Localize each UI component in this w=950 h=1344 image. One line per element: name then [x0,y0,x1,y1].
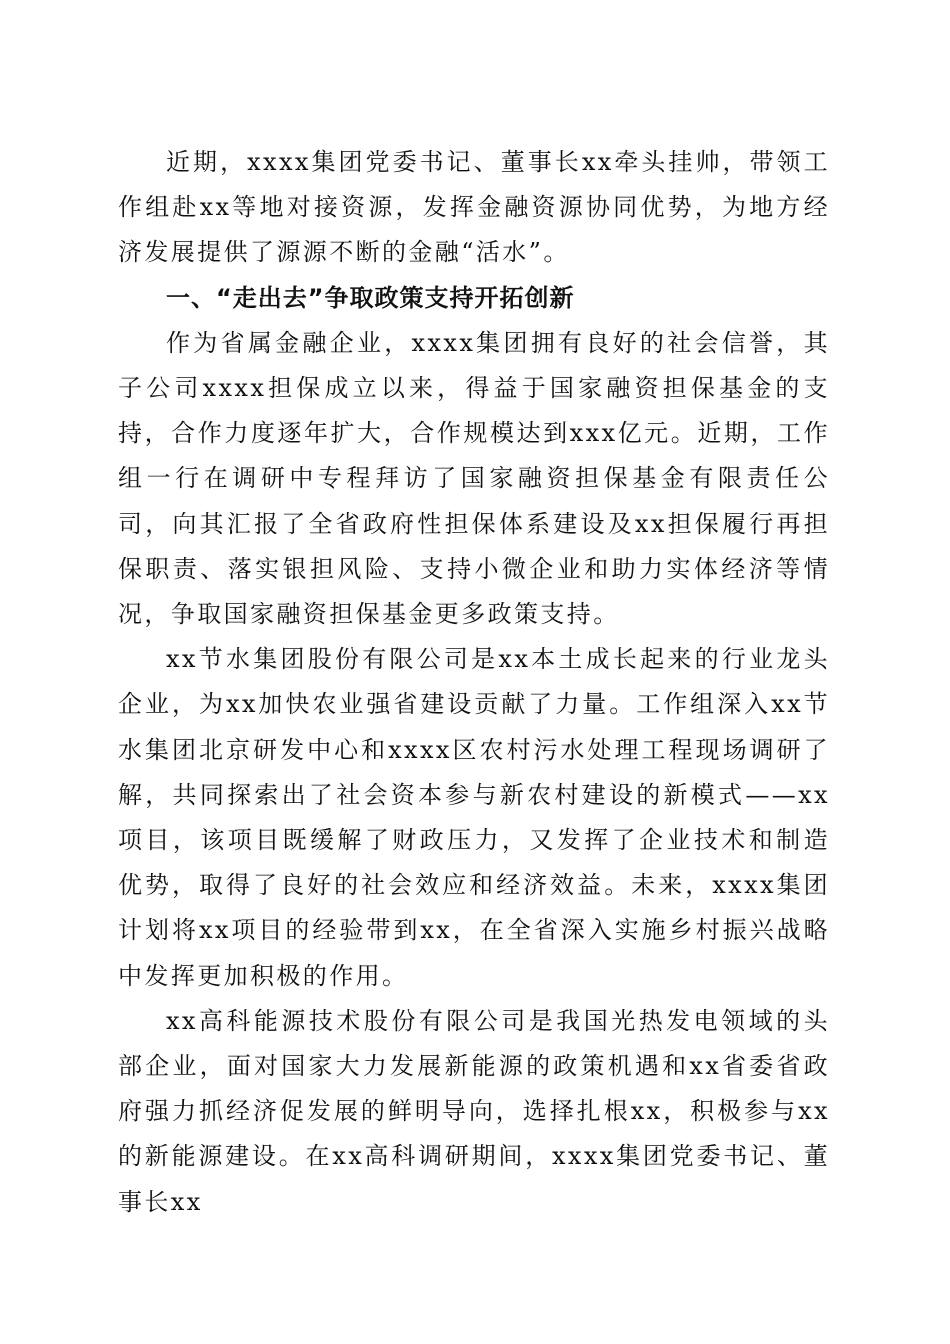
section-heading: 一、“走出去”争取政策支持开拓创新 [166,283,575,312]
paragraph-water-saving: xx节水集团股份有限公司是xx本土成长起来的行业龙头企业，为xx加快农业强省建设贡献了力量。工作组深入xx节水集团北京研发中心和xxxx区农村污水处理工程现场调研了解，共同探索出了社会资本参与新农村建设的新模式——xx项目，该项目既缓解了财政压力，又发挥了企业技术和制造优势，取得了良好的社会效应和经济效益。未来，xxxx集团计划将xx项目的经验带到xx，在全省深入实施乡村振兴战略中发挥更加积极的作用。 [118,645,830,990]
paragraph-intro: 近期，xxxx集团党委书记、董事长xx牵头挂帅，带领工作组赴xx等地对接资源，发挥金融资源协同优势，为地方经济发展提供了源源不断的金融“活水”。 [118,148,830,267]
document-body [118,140,830,1225]
paragraph-guarantee: 作为省属金融企业，xxxx集团拥有良好的社会信誉，其子公司xxxx担保成立以来，得益于国家融资担保基金的支持，合作力度逐年扩大，合作规模达到xxx亿元。近期，工作组一行在调研中专程拜访了国家融资担保基金有限责任公司，向其汇报了全省政府性担保体系建设及xx担保履行再担保职责、落实银担风险、支持小微企业和助力实体经济等情况，争取国家融资担保基金更多政策支持。 [118,328,830,629]
paragraph-energy: xx高科能源技术股份有限公司是我国光热发电领域的头部企业，面对国家大力发展新能源的政策机遇和xx省委省政府强力抓经济促发展的鲜明导向，选择扎根xx，积极参与xx的新能源建设。在xx高科调研期间，xxxx集团党委书记、董事长xx [118,1006,830,1216]
